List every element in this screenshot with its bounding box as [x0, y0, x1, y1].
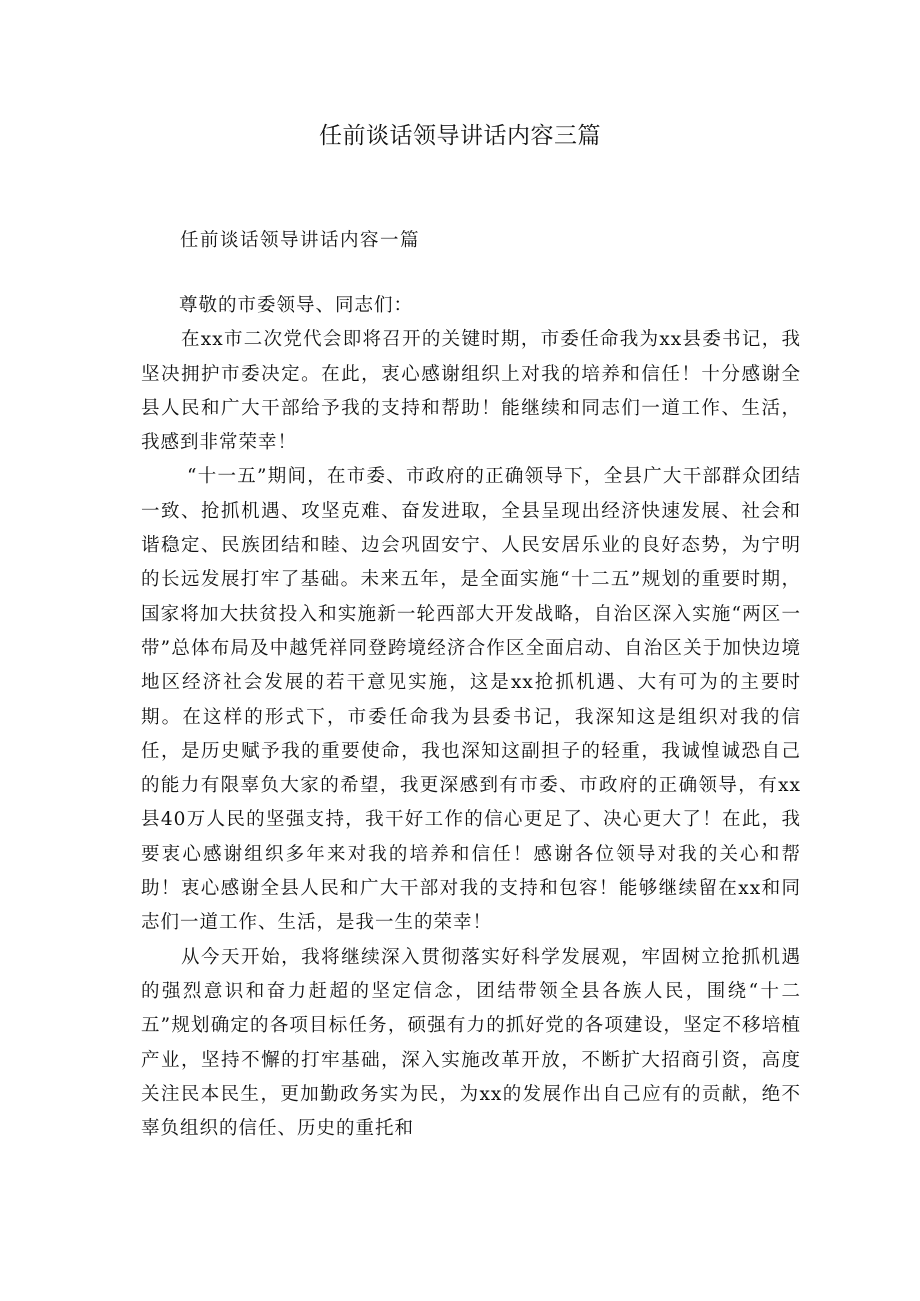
speech-body	[141, 289, 801, 1146]
section-subtitle: 任前谈话领导讲话内容一篇	[180, 230, 421, 251]
paragraph: “十一五”期间，在市委、市政府的正确领导下，全县广大干部群众团结一致、抢抓机遇、攻坚克难、奋发进取，全县呈现出经济快速发展、社会和谐稳定、民族团结和睦、边会巩固安宁、人民安居乐业的良好态势，为宁明的长远发展打牢了基础。未来五年，是全面实施“十二五”规划的重要时期，国家将加大扶贫投入和实施新一轮西部大开发战略，自治区深入实施“两区一带”总体布局及中越凭祥同登跨境经济合作区全面启动、自治区关于加快边境地区经济社会发展的若干意见实施，这是xx抢抓机遇、大有可为的主要时期。在这样的形式下，市委任命我为县委书记，我深知这是组织对我的信任，是历史赋予我的重要使命，我也深知这副担子的轻重，我诚惶诚恐自己的能力有限辜负大家的希望，我更深感到有市委、市政府的正确领导，有xx县40万人民的坚强支持，我干好工作的信心更足了、决心更大了！在此，我要衷心感谢组织多年来对我的培养和信任！感谢各位领导对我的关心和帮助！衷心感谢全县人民和广大干部对我的支持和包容！能够继续留在xx和同志们一道工作、生活，是我一生的荣幸！	[141, 466, 801, 934]
paragraph: 从今天开始，我将继续深入贯彻落实好科学发展观，牢固树立抢抓机遇的强烈意识和奋力赶超的坚定信念，团结带领全县各族人民，围绕“十二五”规划确定的各项目标任务，硕强有力的抓好党的各项建设，坚定不移培植产业，坚持不懈的打牢基础，深入实施改革开放，不断扩大招商引资，高度关注民本民生，更加勤政务实为民，为xx的发展作出自己应有的贡献，绝不辜负组织的信任、历史的重托和	[141, 946, 801, 1140]
document-title: 任前谈话领导讲话内容三篇	[319, 123, 601, 149]
salutation: 尊敬的市委领导、同志们：	[179, 295, 414, 316]
paragraph: 在xx市二次党代会即将召开的关键时期，市委任命我为xx县委书记，我坚决拥护市委决定。在此，衷心感谢组织上对我的培养和信任！十分感谢全县人民和广大干部给予我的支持和帮助！能继续和同志们一道工作、生活，我感到非常荣幸！	[141, 329, 801, 454]
